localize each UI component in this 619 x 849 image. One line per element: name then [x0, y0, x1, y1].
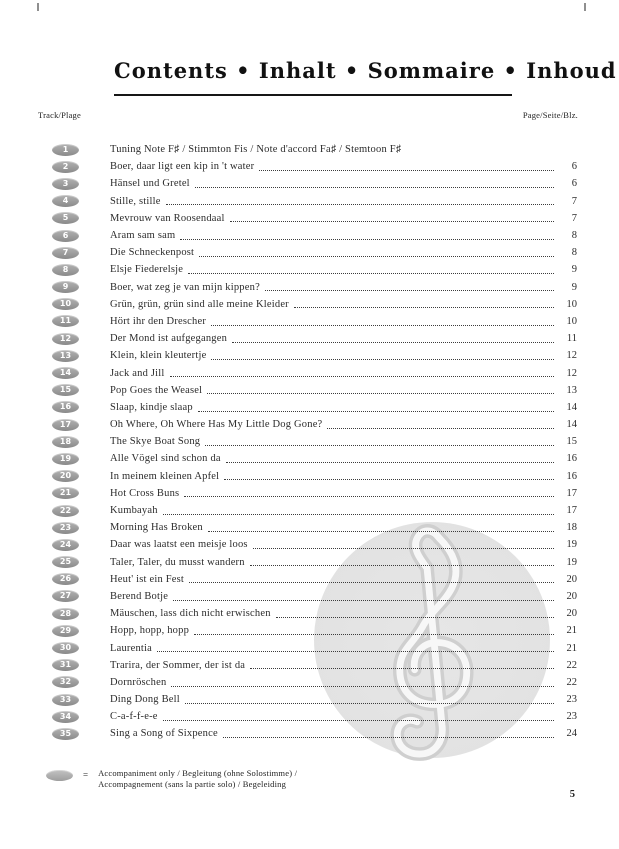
dotted-leader	[226, 462, 554, 463]
track-page-number: 21	[566, 642, 577, 654]
track-oval-badge	[52, 419, 79, 431]
track-number: 30	[59, 643, 72, 653]
track-oval-badge	[52, 161, 79, 173]
track-title: Boer, wat zeg je van mijn kippen?	[110, 281, 260, 293]
track-title: Heut' ist ein Fest	[110, 573, 185, 585]
track-number: 29	[59, 625, 72, 635]
track-page-number: 24	[566, 728, 577, 740]
track-number: 14	[59, 368, 72, 378]
legend	[46, 768, 297, 790]
track-page-number: 23	[566, 711, 577, 723]
track-list	[52, 141, 577, 743]
track-oval-badge	[52, 195, 79, 207]
track-title: Mäuschen, lass dich nicht erwischen	[110, 608, 271, 620]
track-row	[52, 674, 577, 691]
track-title: Tuning Note F♯ / Stimmton Fis / Note d'accord Fa♯ / Stemtoon F♯	[110, 144, 402, 156]
track-page-number: 9	[571, 281, 577, 293]
track-row	[52, 725, 577, 742]
track-page-number: 12	[566, 350, 577, 362]
track-row	[52, 416, 577, 433]
track-row	[52, 468, 577, 485]
track-title: Morning Has Broken	[110, 522, 203, 534]
track-oval-badge	[52, 556, 79, 568]
track-number: 18	[59, 436, 72, 446]
crop-mark-right	[584, 3, 586, 11]
track-row	[52, 536, 577, 553]
track-row	[52, 605, 577, 622]
dotted-leader	[250, 668, 554, 669]
track-page-number: 18	[566, 522, 577, 534]
track-oval-badge	[52, 247, 79, 259]
track-title: Mevrouw van Roosendaal	[110, 212, 225, 224]
track-title: Sing a Song of Sixpence	[110, 728, 218, 740]
dotted-leader	[294, 307, 554, 308]
dotted-leader	[276, 617, 554, 618]
track-title: Hört ihr den Drescher	[110, 315, 207, 327]
legend-line-1: Accompaniment only / Begleitung (ohne Solostimme) /	[98, 768, 298, 778]
track-title: In meinem kleinen Apfel	[110, 470, 220, 482]
legend-line-2: Accompagnement (sans la partie solo) / Begeleiding	[98, 779, 287, 789]
track-number: 33	[59, 694, 72, 704]
track-title: Hopp, hopp, hopp	[110, 625, 190, 637]
track-row	[52, 519, 577, 536]
dotted-leader	[185, 703, 554, 704]
track-page-number: 8	[571, 247, 577, 259]
track-number: 19	[59, 453, 72, 463]
dotted-leader	[198, 411, 554, 412]
dotted-leader	[170, 376, 554, 377]
legend-equals-sign: =	[83, 770, 89, 780]
track-page-number: 8	[571, 230, 577, 242]
dotted-leader	[188, 273, 554, 274]
track-page-number: 17	[566, 487, 577, 499]
track-oval-badge	[52, 539, 79, 551]
track-title: Trarira, der Sommer, der ist da	[110, 659, 246, 671]
track-page-number: 7	[571, 195, 577, 207]
dotted-leader	[259, 170, 554, 171]
track-title: Dornröschen	[110, 676, 167, 688]
track-title: C-a-f-f-e-e	[110, 711, 158, 723]
track-page-number: 22	[566, 676, 577, 688]
dotted-leader	[157, 651, 554, 652]
track-oval-badge	[52, 212, 79, 224]
dotted-leader	[173, 600, 554, 601]
dotted-leader	[163, 720, 554, 721]
title-block	[114, 58, 617, 96]
track-title: Die Schneckenpost	[110, 247, 195, 259]
track-row	[52, 210, 577, 227]
track-number: 9	[62, 282, 69, 292]
track-title: Pop Goes the Weasel	[110, 384, 203, 396]
track-title: Slaap, kindje slaap	[110, 401, 193, 413]
track-row	[52, 364, 577, 381]
track-row	[52, 554, 577, 571]
track-number: 34	[59, 711, 72, 721]
track-row	[52, 279, 577, 296]
track-oval-badge	[52, 264, 79, 276]
track-number: 1	[62, 144, 69, 154]
dotted-leader	[184, 496, 554, 497]
track-row	[52, 708, 577, 725]
track-row	[52, 502, 577, 519]
track-number: 11	[59, 316, 72, 326]
track-title: Boer, daar ligt een kip in 't water	[110, 161, 255, 173]
dotted-leader	[250, 565, 554, 566]
track-oval-badge	[52, 728, 79, 740]
track-title: Ding Dong Bell	[110, 694, 180, 706]
track-number: 35	[59, 728, 72, 738]
track-oval-badge	[52, 436, 79, 448]
track-page-number: 13	[566, 384, 577, 396]
track-title: Hänsel und Gretel	[110, 178, 190, 190]
track-number: 15	[59, 385, 72, 395]
track-page-number: 6	[571, 161, 577, 173]
dotted-leader	[253, 548, 554, 549]
track-oval-badge	[52, 453, 79, 465]
track-row	[52, 244, 577, 261]
track-row	[52, 175, 577, 192]
track-title: Daar was laatst een meisje loos	[110, 539, 248, 551]
track-oval-badge	[52, 659, 79, 671]
dotted-leader	[189, 582, 554, 583]
track-row	[52, 330, 577, 347]
dotted-leader	[232, 342, 554, 343]
track-title: Elsje Fiederelsje	[110, 264, 184, 276]
track-number: 26	[59, 574, 72, 584]
legend-text	[98, 768, 297, 790]
track-row	[52, 657, 577, 674]
track-number: 20	[59, 471, 72, 481]
track-page-number: 11	[566, 333, 577, 345]
track-oval-badge	[52, 608, 79, 620]
dotted-leader	[180, 239, 554, 240]
track-number: 12	[59, 333, 72, 343]
track-row	[52, 639, 577, 656]
track-number: 5	[62, 213, 69, 223]
track-column-label: Track/Plage	[38, 110, 81, 120]
track-oval-badge	[52, 505, 79, 517]
dotted-leader	[171, 686, 554, 687]
track-row	[52, 450, 577, 467]
track-page-number: 22	[566, 659, 577, 671]
track-page-number: 15	[566, 436, 577, 448]
track-oval-badge	[52, 694, 79, 706]
track-title: The Skye Boat Song	[110, 436, 201, 448]
track-title: Oh Where, Oh Where Has My Little Dog Gone?	[110, 419, 323, 431]
track-page-number: 17	[566, 505, 577, 517]
track-page-number: 6	[571, 178, 577, 190]
dotted-leader	[211, 359, 554, 360]
dotted-leader	[223, 737, 554, 738]
page-title: Contents • Inhalt • Sommaire • Inhoud	[114, 58, 617, 83]
track-row	[52, 622, 577, 639]
track-title: Jack and Jill	[110, 367, 165, 379]
track-oval-badge	[52, 367, 79, 379]
dotted-leader	[166, 204, 554, 205]
dotted-leader	[205, 445, 554, 446]
track-oval-badge	[52, 333, 79, 345]
track-title: Berend Botje	[110, 590, 169, 602]
track-row	[52, 433, 577, 450]
track-row	[52, 691, 577, 708]
track-number: 21	[59, 488, 72, 498]
track-page-number: 14	[566, 419, 577, 431]
track-page-number: 14	[566, 401, 577, 413]
folio-page-number: 5	[569, 789, 575, 800]
track-oval-badge	[52, 711, 79, 723]
track-page-number: 12	[566, 367, 577, 379]
track-oval-badge	[52, 625, 79, 637]
dotted-leader	[224, 479, 554, 480]
track-number: 4	[62, 196, 69, 206]
dotted-leader	[211, 325, 554, 326]
track-row	[52, 485, 577, 502]
track-page-number: 20	[566, 590, 577, 602]
track-number: 31	[59, 660, 72, 670]
track-page-number: 10	[566, 298, 577, 310]
track-number: 16	[59, 402, 72, 412]
track-row	[52, 399, 577, 416]
track-oval-badge	[52, 230, 79, 242]
track-row	[52, 193, 577, 210]
track-oval-badge	[52, 144, 79, 156]
dotted-leader	[194, 634, 554, 635]
track-page-number: 20	[566, 608, 577, 620]
track-row	[52, 588, 577, 605]
dotted-leader	[207, 393, 554, 394]
dotted-leader	[265, 290, 554, 291]
track-number: 32	[59, 677, 72, 687]
track-row	[52, 296, 577, 313]
accompaniment-oval-badge	[46, 770, 73, 781]
track-title: Alle Vögel sind schon da	[110, 453, 221, 465]
track-number: 2	[62, 161, 69, 171]
dotted-leader	[208, 531, 554, 532]
track-number: 27	[59, 591, 72, 601]
track-title: Der Mond ist aufgegangen	[110, 333, 228, 345]
track-page-number: 19	[566, 556, 577, 568]
track-row	[52, 347, 577, 364]
crop-mark-left	[37, 3, 39, 11]
track-page-number: 7	[571, 212, 577, 224]
page-column-label: Page/Seite/Blz.	[522, 110, 578, 120]
track-row	[52, 571, 577, 588]
track-row	[52, 141, 577, 158]
track-oval-badge	[52, 676, 79, 688]
track-row	[52, 158, 577, 175]
track-number: 17	[59, 419, 72, 429]
track-number: 23	[59, 522, 72, 532]
track-oval-badge	[52, 590, 79, 602]
track-number: 22	[59, 505, 72, 515]
track-title: Klein, klein kleutertje	[110, 350, 207, 362]
track-title: Grün, grün, grün sind alle meine Kleider	[110, 298, 289, 310]
track-number: 25	[59, 557, 72, 567]
track-page-number: 23	[566, 694, 577, 706]
track-page-number: 19	[566, 539, 577, 551]
track-title: Laurentia	[110, 642, 153, 654]
track-oval-badge	[52, 487, 79, 499]
track-page-number: 9	[571, 264, 577, 276]
track-number: 10	[59, 299, 72, 309]
track-title: Taler, Taler, du musst wandern	[110, 556, 245, 568]
track-row	[52, 382, 577, 399]
track-number: 3	[62, 178, 69, 188]
track-number: 28	[59, 608, 72, 618]
track-oval-badge	[52, 573, 79, 585]
track-row	[52, 227, 577, 244]
dotted-leader	[195, 187, 554, 188]
track-oval-badge	[52, 315, 79, 327]
track-title: Kumbayah	[110, 505, 158, 517]
track-page-number: 16	[566, 453, 577, 465]
track-number: 13	[59, 350, 72, 360]
track-page-number: 21	[566, 625, 577, 637]
track-title: Stille, stille	[110, 195, 161, 207]
dotted-leader	[327, 428, 554, 429]
track-oval-badge	[52, 281, 79, 293]
track-oval-badge	[52, 384, 79, 396]
track-number: 6	[62, 230, 69, 240]
track-page-number: 16	[566, 470, 577, 482]
track-row	[52, 313, 577, 330]
track-oval-badge	[52, 350, 79, 362]
track-oval-badge	[52, 298, 79, 310]
track-oval-badge	[52, 470, 79, 482]
track-title: Hot Cross Buns	[110, 487, 180, 499]
track-oval-badge	[52, 642, 79, 654]
track-title: Aram sam sam	[110, 230, 176, 242]
dotted-leader	[163, 514, 554, 515]
track-oval-badge	[52, 178, 79, 190]
track-oval-badge	[52, 522, 79, 534]
track-number: 7	[62, 247, 69, 257]
track-page-number: 20	[566, 573, 577, 585]
track-number: 24	[59, 539, 72, 549]
dotted-leader	[230, 221, 554, 222]
track-row	[52, 261, 577, 278]
track-page-number: 10	[566, 315, 577, 327]
track-number: 8	[62, 264, 69, 274]
dotted-leader	[199, 256, 554, 257]
track-oval-badge	[52, 401, 79, 413]
